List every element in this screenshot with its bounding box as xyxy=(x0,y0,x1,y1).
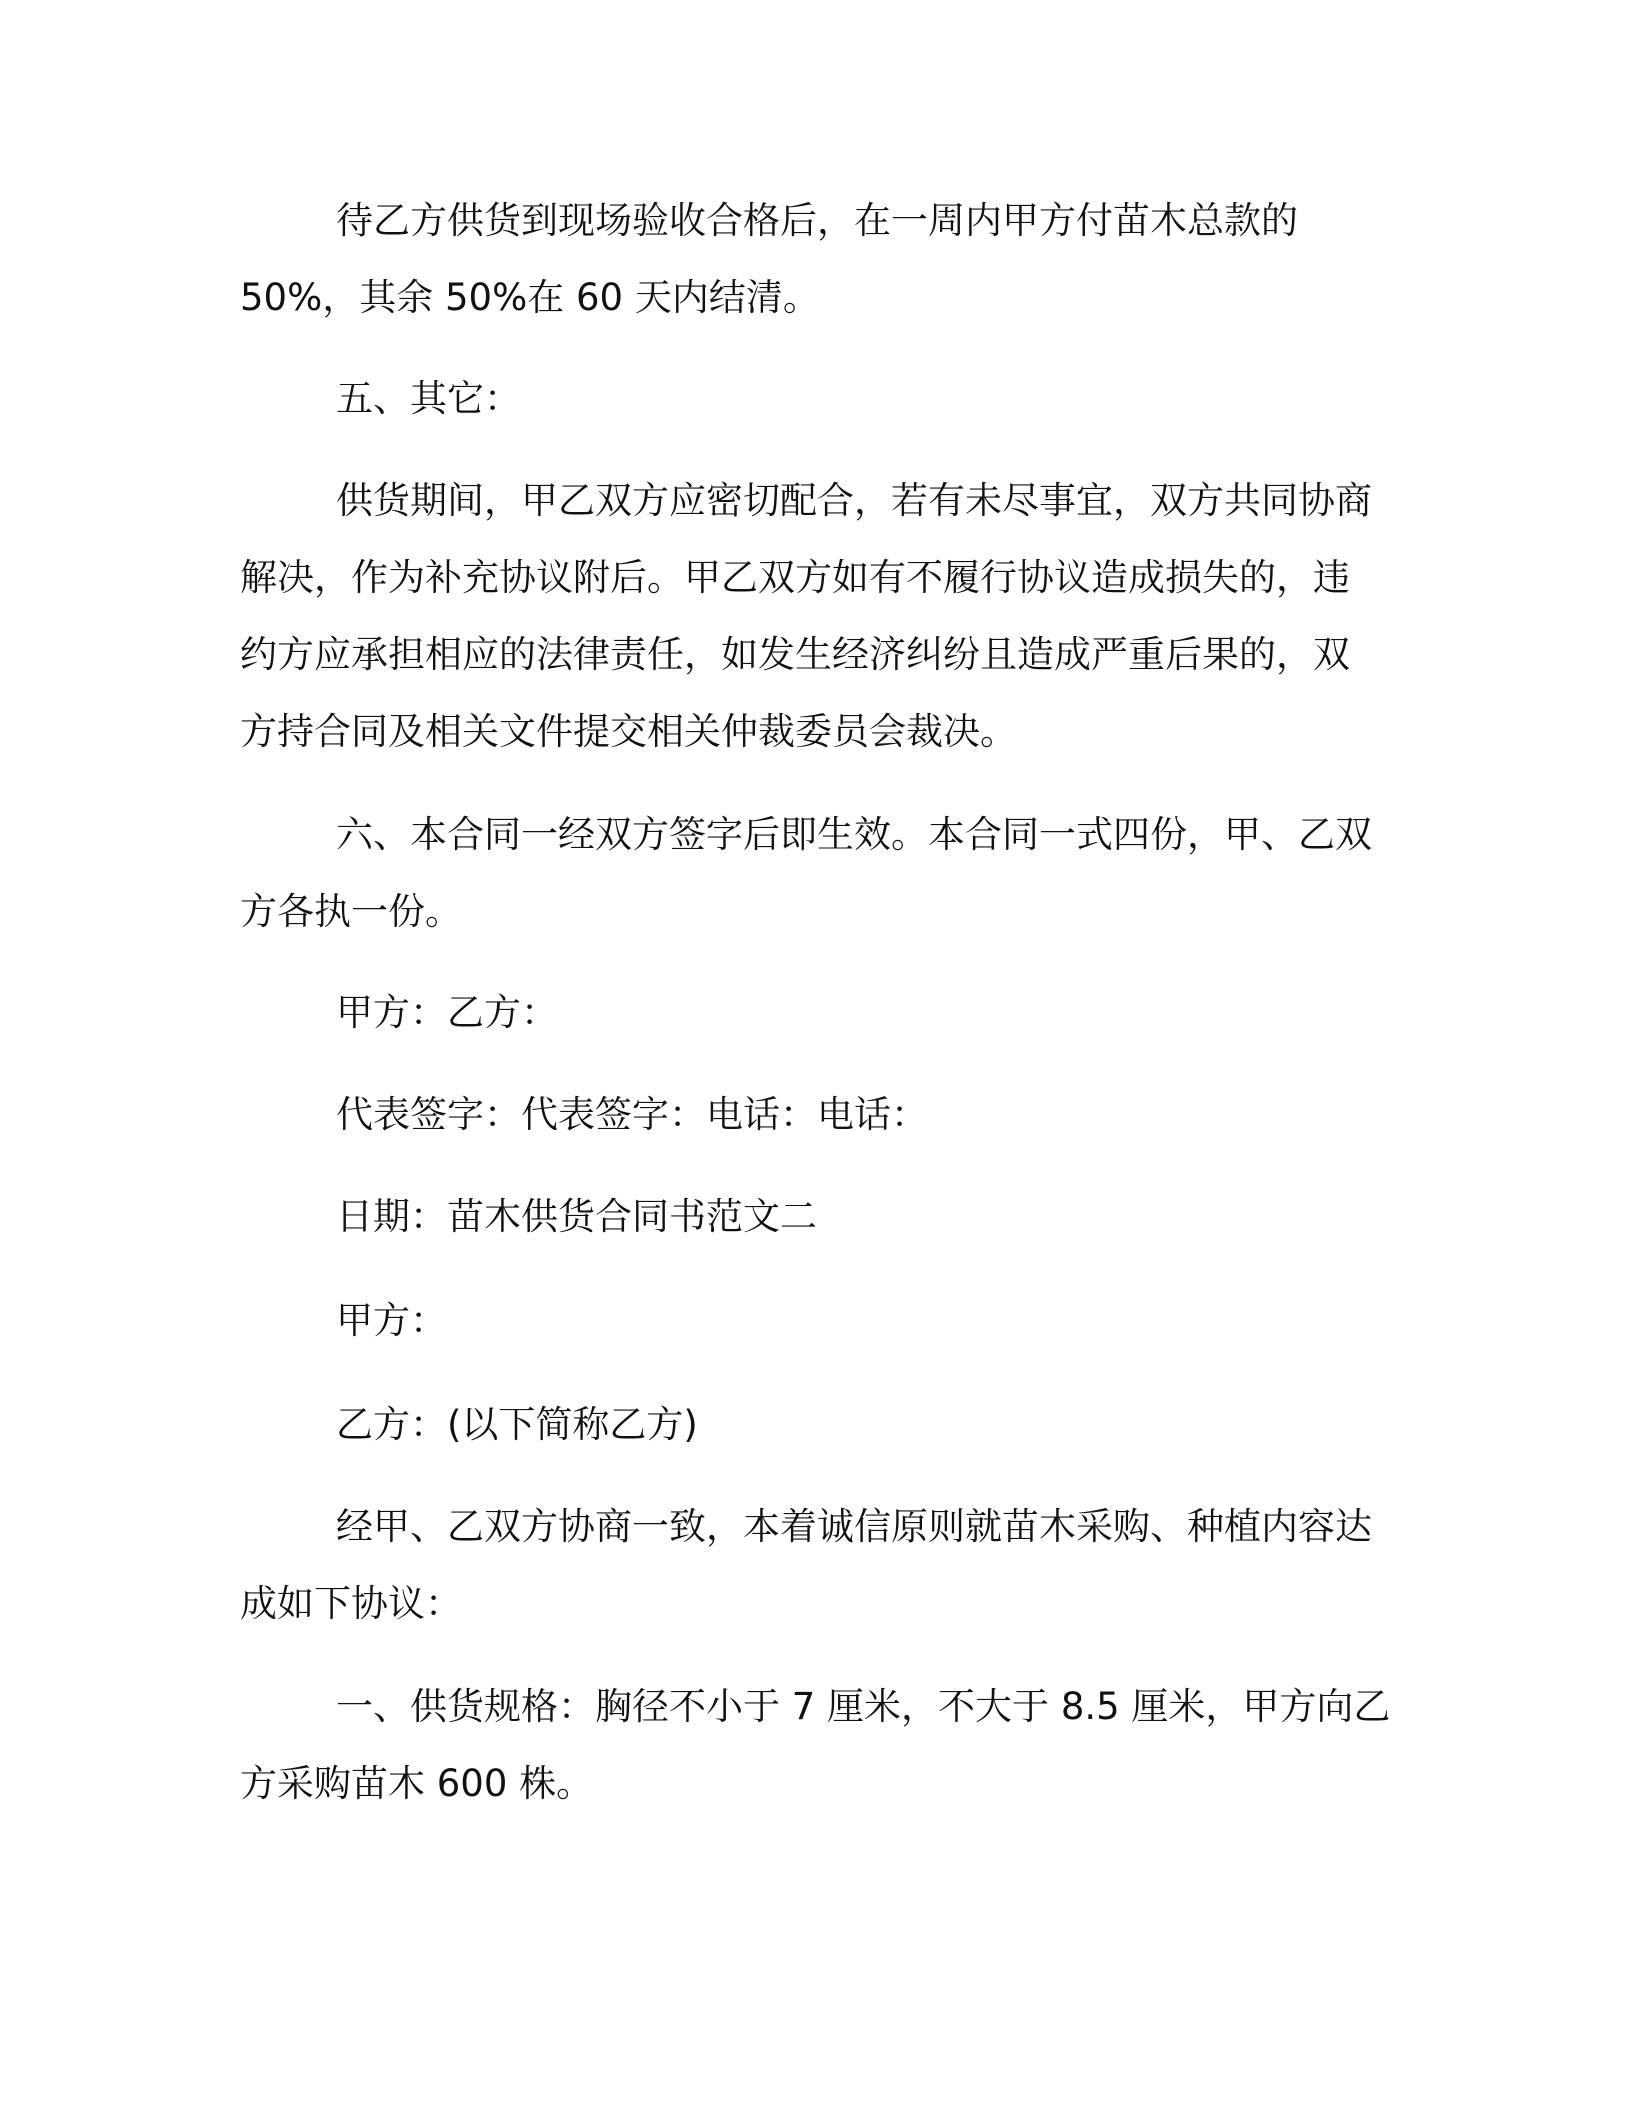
text-line: 待乙方供货到现场验收合格后，在一周内甲方付苗木总款的 xyxy=(336,199,1298,242)
date-title-line xyxy=(240,1178,1380,1255)
text-line: 方持合同及相关文件提交相关仲裁委员会裁决。 xyxy=(240,710,1017,753)
paragraph-preamble xyxy=(240,1488,1380,1642)
paragraph-payment xyxy=(240,182,1380,336)
paragraph-section-one xyxy=(240,1668,1391,1822)
text-line: 解决，作为补充协议附后。甲乙双方如有不履行协议造成损失的，违 xyxy=(240,556,1350,599)
text-line: 方各执一份。 xyxy=(240,890,462,933)
parties-line xyxy=(240,974,1380,1051)
text-line: 甲方： xyxy=(336,1299,447,1342)
text-line: 成如下协议： xyxy=(240,1582,462,1625)
section-heading-five xyxy=(240,360,1380,437)
text-line: 方采购苗木 600 株。 xyxy=(240,1762,594,1805)
text-line: 乙方：(以下简称乙方) xyxy=(336,1403,698,1446)
party-b-line xyxy=(240,1386,1380,1463)
text-line: 五、其它： xyxy=(336,377,521,420)
text-line: 甲方：乙方： xyxy=(336,991,558,1034)
paragraph-section-six xyxy=(240,796,1380,950)
text-line: 50%，其余 50%在 60 天内结清。 xyxy=(240,276,820,319)
text-line: 一、供货规格：胸径不小于 7 厘米，不大于 8.5 厘米，甲方向乙 xyxy=(336,1685,1391,1728)
text-line: 六、本合同一经双方签字后即生效。本合同一式四份，甲、乙双 xyxy=(336,813,1372,856)
party-a-line xyxy=(240,1282,1380,1359)
paragraph-section-five xyxy=(240,462,1380,770)
text-line: 约方应承担相应的法律责任，如发生经济纠纷且造成严重后果的，双 xyxy=(240,633,1350,676)
text-line: 代表签字：代表签字：电话：电话： xyxy=(336,1093,928,1136)
text-line: 日期：苗木供货合同书范文二 xyxy=(336,1195,817,1238)
signatures-line xyxy=(240,1076,1380,1153)
text-line: 经甲、乙双方协商一致，本着诚信原则就苗木采购、种植内容达 xyxy=(336,1505,1372,1548)
text-line: 供货期间，甲乙双方应密切配合，若有未尽事宜，双方共同协商 xyxy=(336,479,1372,522)
